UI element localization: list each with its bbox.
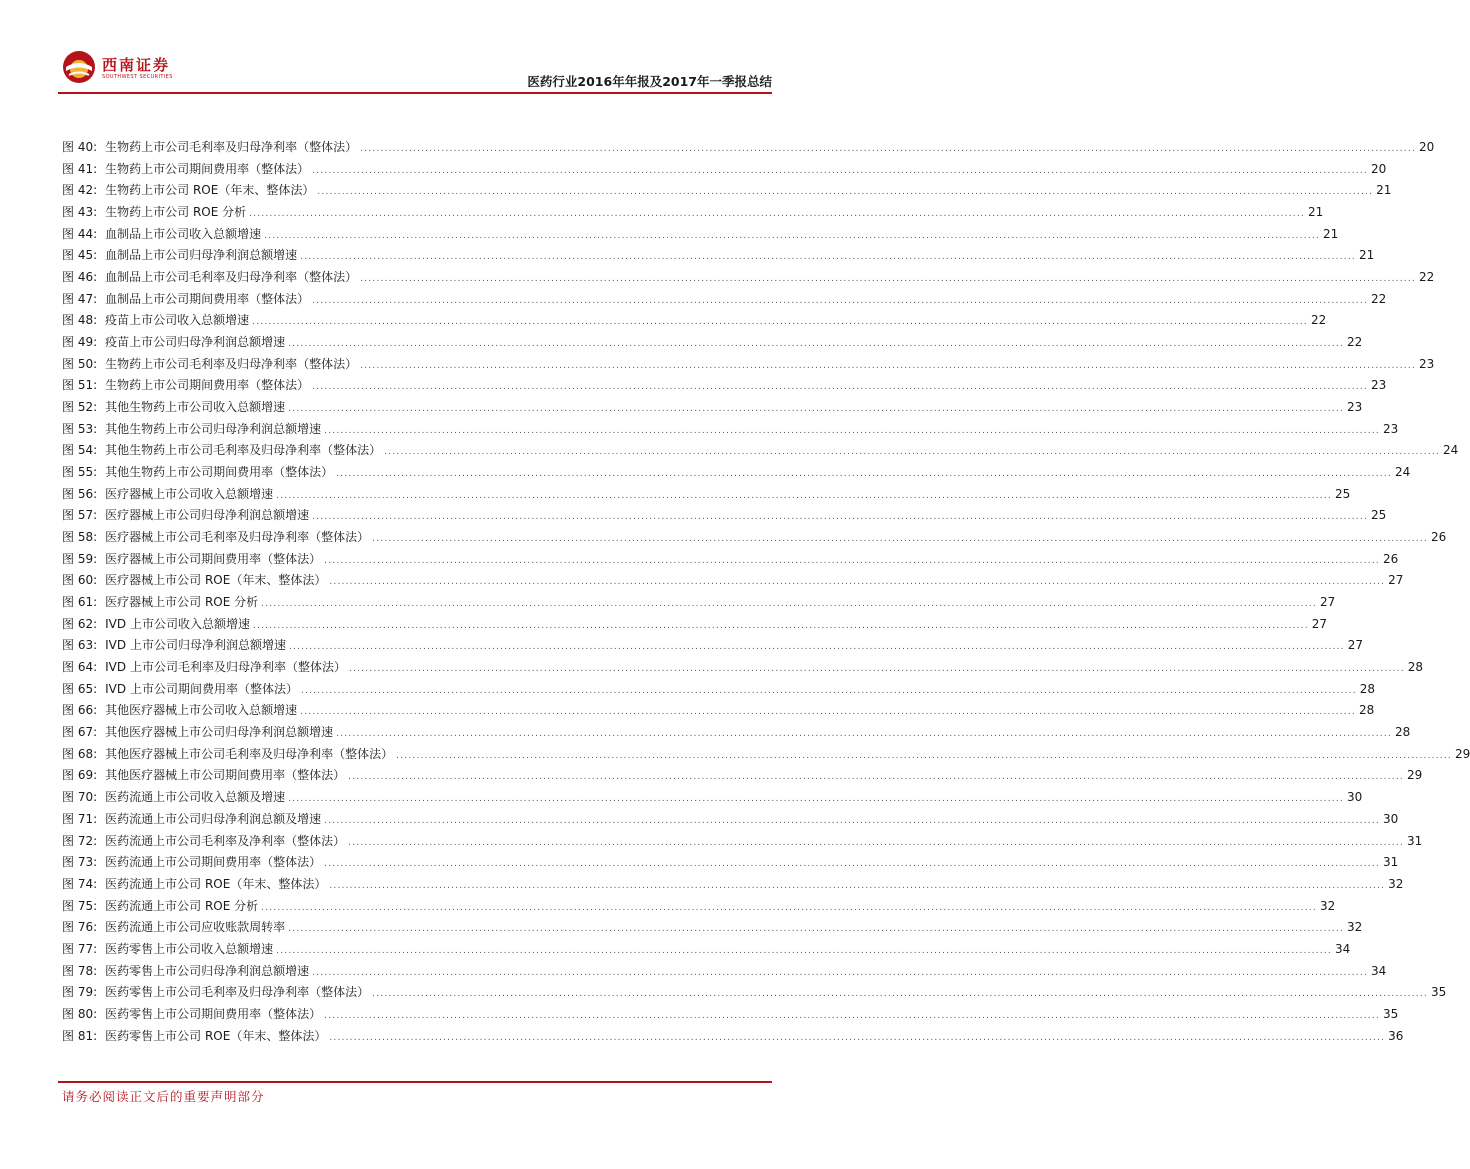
toc-entry[interactable] — [62, 809, 1399, 831]
page-number: 35 — [1382, 1006, 1399, 1021]
dot-leader: .................................................................................................................................................................................................................................................................... — [261, 599, 1317, 610]
disclaimer-notice: 请务必阅读正文后的重要声明部分 — [62, 1089, 265, 1104]
dot-leader: .................................................................................................................................................................................................................................................................... — [288, 924, 1344, 935]
page-number: 28 — [1394, 725, 1411, 740]
figure-title: 其他医疗器械上市公司收入总额增速 — [105, 703, 298, 718]
toc-entry[interactable] — [62, 397, 1363, 419]
page-number: 23 — [1370, 378, 1387, 393]
figure-title: 其他生物药上市公司归母净利润总额增速 — [105, 421, 322, 436]
figure-title: 医药流通上市公司 ROE（年末、整体法） — [105, 876, 327, 891]
page-number: 30 — [1382, 811, 1399, 826]
figure-title: 医疗器械上市公司毛利率及归母净利率（整体法） — [105, 530, 370, 545]
dot-leader: .................................................................................................................................................................................................................................................................... — [360, 274, 1416, 285]
figure-number: 图 64: — [62, 660, 98, 675]
toc-entry[interactable] — [62, 440, 1459, 462]
toc-entry[interactable] — [62, 852, 1399, 874]
dot-leader: .................................................................................................................................................................................................................................................................... — [312, 295, 1368, 306]
toc-entry[interactable] — [62, 635, 1364, 657]
toc-entry[interactable] — [62, 267, 1435, 289]
figure-title: 医疗器械上市公司 ROE（年末、整体法） — [105, 573, 327, 588]
figure-number: 图 79: — [62, 985, 98, 1000]
figure-number: 图 77: — [62, 941, 98, 956]
dot-leader: .................................................................................................................................................................................................................................................................... — [312, 512, 1368, 523]
page-number: 25 — [1370, 508, 1387, 523]
page-number: 27 — [1388, 573, 1404, 588]
figure-title: IVD 上市公司收入总额增速 — [105, 616, 250, 631]
figure-title: 疫苗上市公司归母净利润总额增速 — [105, 335, 286, 350]
figure-title: 其他医疗器械上市公司毛利率及归母净利率（整体法） — [105, 746, 394, 761]
page-number: 28 — [1358, 703, 1375, 718]
figure-number: 图 69: — [62, 768, 98, 783]
dot-leader: .................................................................................................................................................................................................................................................................... — [317, 187, 1374, 198]
figure-number: 图 67: — [62, 725, 98, 740]
figure-number: 图 63: — [62, 638, 98, 653]
figure-number: 图 59: — [62, 551, 98, 566]
dot-leader: .................................................................................................................................................................................................................................................................... — [348, 837, 1404, 848]
figure-number: 图 68: — [62, 746, 98, 761]
page-number: 21 — [1376, 183, 1392, 198]
toc-entry[interactable] — [62, 787, 1363, 809]
toc-entry[interactable] — [62, 180, 1392, 202]
figure-number: 图 61: — [62, 595, 98, 610]
figure-number: 图 70: — [62, 790, 98, 805]
figure-title: 医药流通上市公司归母净利润总额及增速 — [105, 811, 322, 826]
dot-leader: .................................................................................................................................................................................................................................................................... — [372, 989, 1428, 1000]
page-number: 34 — [1334, 941, 1351, 956]
page-number: 23 — [1346, 400, 1363, 415]
figure-number: 图 62: — [62, 616, 98, 631]
figure-number: 图 78: — [62, 963, 98, 978]
page-number: 20 — [1370, 161, 1387, 176]
dot-leader: .................................................................................................................................................................................................................................................................... — [329, 880, 1386, 891]
dot-leader: .................................................................................................................................................................................................................................................................... — [329, 577, 1386, 588]
figure-number: 图 41: — [62, 161, 98, 176]
toc-entry[interactable] — [62, 744, 1470, 766]
page-number: 32 — [1319, 898, 1336, 913]
figure-title: 医药流通上市公司期间费用率（整体法） — [105, 855, 322, 870]
toc-entry[interactable] — [62, 245, 1375, 267]
page-number: 35 — [1430, 985, 1447, 1000]
page-number: 24 — [1394, 465, 1411, 480]
figure-number: 图 53: — [62, 421, 98, 436]
page-number: 26 — [1430, 530, 1447, 545]
figure-title: 生物药上市公司期间费用率（整体法） — [105, 161, 310, 176]
figure-title: 医疗器械上市公司 ROE 分析 — [105, 595, 259, 610]
page-number: 23 — [1418, 356, 1435, 371]
report-title: 医药行业2016年年报及2017年一季报总结 — [527, 74, 772, 89]
figure-title: 生物药上市公司 ROE（年末、整体法） — [105, 183, 315, 198]
figure-number: 图 40: — [62, 140, 98, 154]
figure-title: 医药零售上市公司毛利率及归母净利率（整体法） — [105, 985, 370, 1000]
toc-entry[interactable] — [62, 549, 1399, 571]
dot-leader: .................................................................................................................................................................................................................................................................... — [324, 425, 1380, 436]
figure-title: 血制品上市公司收入总额增速 — [105, 226, 262, 241]
figure-number: 图 73: — [62, 855, 98, 870]
page-number: 23 — [1382, 421, 1399, 436]
figure-number: 图 57: — [62, 508, 98, 523]
dot-leader: .................................................................................................................................................................................................................................................................... — [312, 165, 1368, 176]
toc-entry[interactable] — [62, 917, 1363, 939]
page-number: 29 — [1406, 768, 1423, 783]
toc-entry[interactable] — [62, 137, 1435, 159]
page-header — [58, 44, 772, 92]
figure-number: 图 58: — [62, 530, 98, 545]
toc-entry[interactable] — [62, 679, 1376, 701]
toc-entry[interactable] — [62, 375, 1387, 397]
page-number: 30 — [1346, 790, 1363, 805]
figure-number: 图 66: — [62, 703, 98, 718]
toc-entry[interactable] — [62, 289, 1387, 311]
toc-entry[interactable] — [62, 570, 1404, 592]
dot-leader: .................................................................................................................................................................................................................................................................... — [336, 469, 1392, 480]
page-number: 29 — [1454, 746, 1470, 761]
toc-entry[interactable] — [62, 484, 1351, 506]
dot-leader: .................................................................................................................................................................................................................................................................... — [261, 902, 1317, 913]
header-divider — [58, 92, 772, 94]
page-number: 34 — [1370, 963, 1387, 978]
figure-number: 图 74: — [62, 876, 98, 891]
figure-number: 图 54: — [62, 443, 98, 458]
figure-number: 图 71: — [62, 811, 98, 826]
figure-title: 医药流通上市公司应收账款周转率 — [105, 920, 286, 935]
toc-entry[interactable] — [62, 419, 1399, 441]
figure-title: 生物药上市公司毛利率及归母净利率（整体法） — [105, 356, 358, 371]
figure-number: 图 50: — [62, 356, 98, 371]
toc-entry[interactable] — [62, 354, 1435, 376]
figure-number: 图 56: — [62, 486, 98, 501]
dot-leader: .................................................................................................................................................................................................................................................................... — [276, 945, 1332, 956]
figure-number: 图 44: — [62, 226, 98, 241]
dot-leader: .................................................................................................................................................................................................................................................................... — [360, 144, 1416, 154]
figure-number: 图 52: — [62, 400, 98, 415]
figure-title: 医药零售上市公司收入总额增速 — [105, 941, 274, 956]
toc-entry[interactable] — [62, 159, 1387, 181]
figure-title: 医疗器械上市公司收入总额增速 — [105, 486, 274, 501]
figure-title: 疫苗上市公司收入总额增速 — [105, 313, 250, 328]
figure-number: 图 55: — [62, 465, 98, 480]
figure-title: 血制品上市公司毛利率及归母净利率（整体法） — [105, 270, 358, 285]
toc-entry[interactable] — [62, 961, 1387, 983]
dot-leader: .................................................................................................................................................................................................................................................................... — [288, 642, 1345, 653]
dot-leader: .................................................................................................................................................................................................................................................................... — [396, 750, 1452, 761]
figure-title: IVD 上市公司归母净利润总额增速 — [105, 638, 286, 653]
page-number: 22 — [1346, 335, 1363, 350]
figure-title: 医疗器械上市公司归母净利润总额增速 — [105, 508, 310, 523]
toc-entry[interactable] — [62, 462, 1411, 484]
figure-title: 医药零售上市公司期间费用率（整体法） — [105, 1006, 322, 1021]
figure-number: 图 75: — [62, 898, 98, 913]
toc-entry[interactable] — [62, 982, 1447, 1004]
dot-leader: .................................................................................................................................................................................................................................................................... — [372, 534, 1428, 545]
figure-number: 图 43: — [62, 205, 98, 220]
page-number: 21 — [1358, 248, 1375, 263]
dot-leader: .................................................................................................................................................................................................................................................................... — [384, 447, 1440, 458]
figure-number: 图 45: — [62, 248, 98, 263]
figure-title: 医药流通上市公司 ROE 分析 — [105, 898, 259, 913]
toc-entry[interactable] — [62, 527, 1447, 549]
dot-leader: .................................................................................................................................................................................................................................................................... — [288, 339, 1344, 350]
toc-entry[interactable] — [62, 1004, 1399, 1026]
page-number: 21 — [1322, 226, 1339, 241]
toc-entry[interactable] — [62, 896, 1336, 918]
dot-leader: .................................................................................................................................................................................................................................................................... — [288, 794, 1344, 805]
figure-title: IVD 上市公司期间费用率（整体法） — [105, 681, 298, 696]
figure-number: 图 72: — [62, 833, 98, 848]
figure-title: 医药流通上市公司收入总额及增速 — [105, 790, 286, 805]
footer-divider — [58, 1081, 772, 1083]
toc-entry[interactable] — [62, 765, 1423, 787]
toc-entry[interactable] — [62, 505, 1387, 527]
figure-number: 图 47: — [62, 291, 98, 306]
figure-number: 图 46: — [62, 270, 98, 285]
figure-title: 血制品上市公司归母净利润总额增速 — [105, 248, 298, 263]
toc-entry[interactable] — [62, 700, 1375, 722]
page-number: 20 — [1418, 140, 1435, 154]
figure-title: 生物药上市公司 ROE 分析 — [105, 205, 247, 220]
toc-entry[interactable] — [62, 202, 1324, 224]
figure-number: 图 49: — [62, 335, 98, 350]
toc-entry[interactable] — [62, 874, 1404, 896]
page-number: 27 — [1311, 616, 1328, 631]
dot-leader: .................................................................................................................................................................................................................................................................... — [249, 209, 1305, 220]
figure-number: 图 65: — [62, 681, 98, 696]
page-number: 24 — [1442, 443, 1459, 458]
toc-entry[interactable] — [62, 332, 1363, 354]
page-number: 26 — [1382, 551, 1399, 566]
figure-title: 生物药上市公司期间费用率（整体法） — [105, 378, 310, 393]
figure-title: 医药零售上市公司 ROE（年末、整体法） — [105, 1028, 327, 1043]
figure-title: 其他生物药上市公司期间费用率（整体法） — [105, 465, 334, 480]
figure-number: 图 76: — [62, 920, 98, 935]
page-number: 36 — [1388, 1028, 1404, 1043]
dot-leader: .................................................................................................................................................................................................................................................................... — [312, 382, 1368, 393]
dot-leader: .................................................................................................................................................................................................................................................................... — [324, 1010, 1380, 1021]
toc-entry[interactable] — [62, 1026, 1404, 1048]
dot-leader: .................................................................................................................................................................................................................................................................... — [324, 555, 1380, 566]
page-number: 25 — [1334, 486, 1351, 501]
company-logo — [62, 50, 232, 90]
dot-leader: .................................................................................................................................................................................................................................................................... — [312, 967, 1368, 978]
toc-entry[interactable] — [62, 657, 1424, 679]
dot-leader: .................................................................................................................................................................................................................................................................... — [324, 815, 1380, 826]
figure-title: 生物药上市公司毛利率及归母净利率（整体法） — [105, 140, 358, 154]
figure-number: 图 51: — [62, 378, 98, 393]
dot-leader: .................................................................................................................................................................................................................................................................... — [336, 729, 1392, 740]
dot-leader: .................................................................................................................................................................................................................................................................... — [264, 230, 1320, 241]
page-number: 22 — [1418, 270, 1435, 285]
brand-name-en: SOUTHWEST SECURITIES — [102, 74, 173, 80]
figure-number: 图 60: — [62, 573, 98, 588]
toc-entry[interactable] — [62, 224, 1339, 246]
dot-leader: .................................................................................................................................................................................................................................................................... — [288, 404, 1344, 415]
toc-entry[interactable] — [62, 592, 1336, 614]
sun-logo-icon — [62, 50, 96, 84]
dot-leader: .................................................................................................................................................................................................................................................................... — [348, 664, 1405, 675]
dot-leader: .................................................................................................................................................................................................................................................................... — [348, 772, 1404, 783]
figure-number: 图 42: — [62, 183, 98, 198]
page-number: 32 — [1388, 876, 1404, 891]
figure-list — [62, 137, 1470, 1047]
figure-title: 医药流通上市公司毛利率及净利率（整体法） — [105, 833, 346, 848]
figure-title: 医药零售上市公司归母净利润总额增速 — [105, 963, 310, 978]
dot-leader: .................................................................................................................................................................................................................................................................... — [252, 620, 1309, 631]
dot-leader: .................................................................................................................................................................................................................................................................... — [360, 360, 1416, 371]
page-number: 32 — [1346, 920, 1363, 935]
page-number: 22 — [1310, 313, 1327, 328]
dot-leader: .................................................................................................................................................................................................................................................................... — [276, 490, 1332, 501]
dot-leader: .................................................................................................................................................................................................................................................................... — [300, 707, 1356, 718]
page-number: 31 — [1382, 855, 1399, 870]
dot-leader: .................................................................................................................................................................................................................................................................... — [300, 252, 1356, 263]
figure-title: IVD 上市公司毛利率及归母净利率（整体法） — [105, 660, 346, 675]
toc-entry[interactable] — [62, 831, 1423, 853]
figure-number: 图 80: — [62, 1006, 98, 1021]
figure-title: 其他医疗器械上市公司期间费用率（整体法） — [105, 768, 346, 783]
figure-number: 图 48: — [62, 313, 98, 328]
page-number: 27 — [1347, 638, 1364, 653]
brand-name-cn: 西南证券 — [102, 56, 171, 74]
page-number: 27 — [1319, 595, 1336, 610]
toc-entry[interactable] — [62, 614, 1328, 636]
figure-title: 其他生物药上市公司毛利率及归母净利率（整体法） — [105, 443, 382, 458]
toc-entry[interactable] — [62, 939, 1351, 961]
page-number: 22 — [1370, 291, 1387, 306]
toc-entry[interactable] — [62, 310, 1327, 332]
page-number: 28 — [1359, 681, 1376, 696]
figure-number: 图 81: — [62, 1028, 98, 1043]
dot-leader: .................................................................................................................................................................................................................................................................... — [329, 1032, 1386, 1043]
figure-title: 其他医疗器械上市公司归母净利润总额增速 — [105, 725, 334, 740]
dot-leader: .................................................................................................................................................................................................................................................................... — [252, 317, 1308, 328]
page-number: 31 — [1406, 833, 1423, 848]
figure-title: 其他生物药上市公司收入总额增速 — [105, 400, 286, 415]
page-number: 21 — [1307, 205, 1324, 220]
figure-title: 血制品上市公司期间费用率（整体法） — [105, 291, 310, 306]
figure-title: 医疗器械上市公司期间费用率（整体法） — [105, 551, 322, 566]
page-number: 28 — [1407, 660, 1424, 675]
toc-entry[interactable] — [62, 722, 1411, 744]
dot-leader: .................................................................................................................................................................................................................................................................... — [324, 859, 1380, 870]
dot-leader: .................................................................................................................................................................................................................................................................... — [300, 685, 1357, 696]
